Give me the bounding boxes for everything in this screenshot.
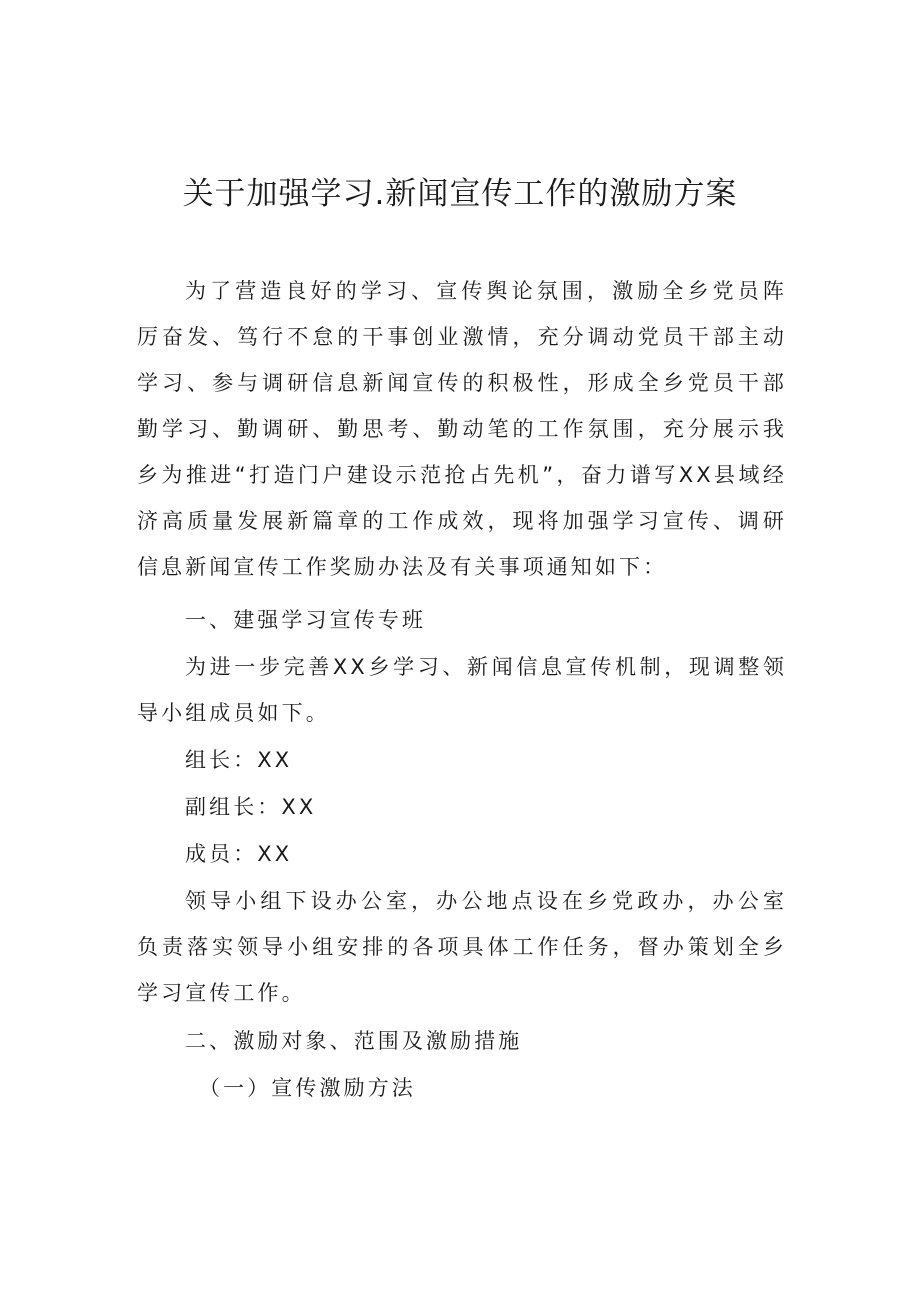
section-2-heading: 二、激励对象、范围及激励措施 xyxy=(185,1029,523,1053)
section-1-paragraph: 为进一步完善XX乡学习、新闻信息宣传机制，现调整领导小组成员如下。 xyxy=(137,655,787,725)
members-line: 成员：XX xyxy=(185,842,293,866)
subsection-1-heading: （一）宣传激励方法 xyxy=(199,1076,416,1100)
document-title: 关于加强学习.新闻宣传工作的激励方案 xyxy=(182,176,738,212)
section-1-heading: 一、建强学习宣传专班 xyxy=(185,608,426,632)
office-paragraph: 领导小组下设办公室，办公地点设在乡党政办，办公室负责落实领导小组安排的各项具体工作任务，督办策划全乡学习宣传工作。 xyxy=(137,889,787,1005)
deputy-leader-line: 副组长：XX xyxy=(185,795,317,819)
intro-paragraph: 为了营造良好的学习、宣传舆论氛围，激励全乡党员阵厉奋发、笃行不怠的干事创业激情，充分调动党员干部主动学习、参与调研信息新闻宣传的积极性，形成全乡党员干部勤学习、勤调研、勤思考、勤动笔的工作氛围，充分展示我乡为推进“打造门户建设示范抢占先机”，奋力谱写XX县域经济高质量发展新篇章的工作成效，现将加强学习宣传、调研信息新闻宣传工作奖励办法及有关事项通知如下： xyxy=(137,279,787,579)
group-leader-line: 组长：XX xyxy=(185,748,293,772)
